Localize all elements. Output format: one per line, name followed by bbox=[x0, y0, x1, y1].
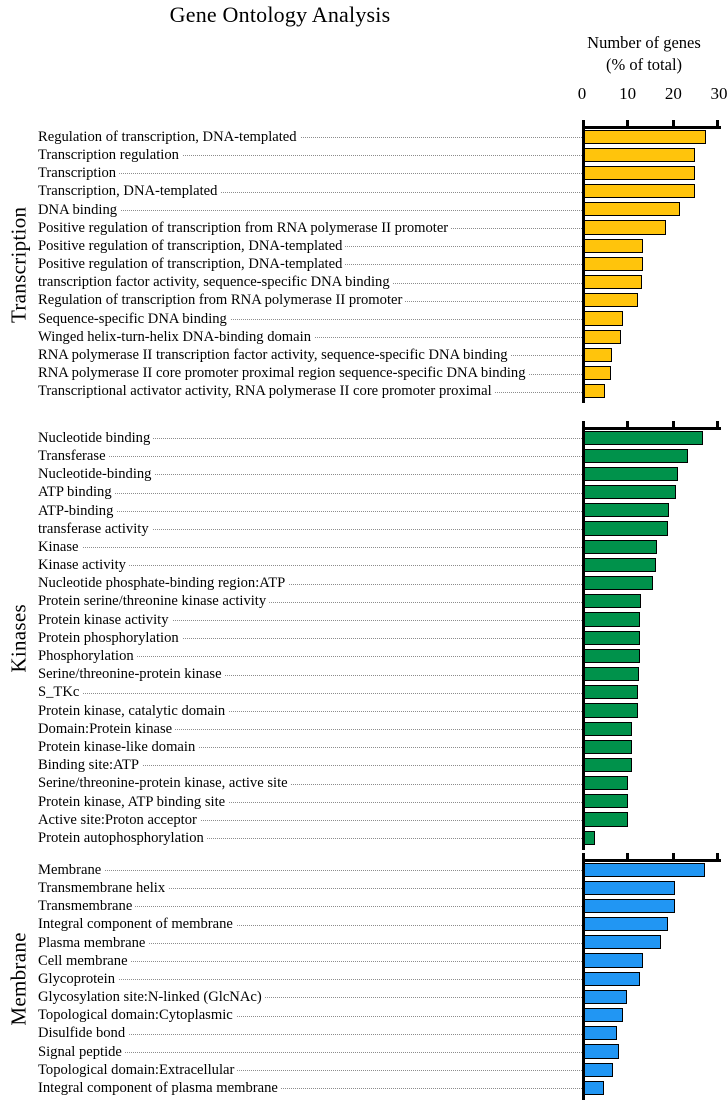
axis-header-line1: Number of genes bbox=[587, 33, 701, 52]
bar-area bbox=[582, 916, 728, 934]
bar-area bbox=[582, 538, 728, 556]
bar-row-label: Positive regulation of transcription, DNA-templated bbox=[38, 257, 345, 272]
bar-row-label: Regulation of transcription, DNA-templated bbox=[38, 130, 300, 145]
bar[interactable] bbox=[584, 330, 621, 344]
bar-row[interactable] bbox=[38, 346, 728, 364]
bar-row[interactable] bbox=[38, 447, 728, 465]
bar-area bbox=[582, 861, 728, 879]
bar-area bbox=[582, 429, 728, 447]
bar-row-label: Phosphorylation bbox=[38, 649, 137, 664]
bar[interactable] bbox=[584, 972, 640, 986]
bar-area bbox=[582, 364, 728, 382]
bar-row[interactable] bbox=[38, 1007, 728, 1025]
bar[interactable] bbox=[584, 449, 688, 463]
bar-row[interactable] bbox=[38, 502, 728, 520]
bar-area bbox=[582, 775, 728, 793]
bar-row-label: Transcription, DNA-templated bbox=[38, 184, 220, 199]
bar-row-label: Transmembrane helix bbox=[38, 881, 168, 896]
bar-row-label: Domain:Protein kinase bbox=[38, 722, 175, 737]
bar-area bbox=[582, 934, 728, 952]
bar-row[interactable] bbox=[38, 793, 728, 811]
bar-row-label: Nucleotide binding bbox=[38, 431, 153, 446]
bar[interactable] bbox=[584, 540, 657, 554]
group-label-kinases: Kinases bbox=[6, 604, 31, 673]
bar-area bbox=[582, 255, 728, 273]
bar-area bbox=[582, 593, 728, 611]
axis-tick bbox=[716, 120, 719, 127]
bar-row-label: Protein kinase, catalytic domain bbox=[38, 704, 228, 719]
group-label-membrane: Membrane bbox=[6, 932, 31, 1026]
bar-row[interactable] bbox=[38, 665, 728, 683]
axis-tick bbox=[716, 421, 719, 428]
section-kinases bbox=[0, 429, 728, 856]
bar[interactable] bbox=[584, 649, 640, 663]
bar-row[interactable] bbox=[38, 237, 728, 255]
bar[interactable] bbox=[584, 293, 638, 307]
rows-container bbox=[38, 429, 728, 847]
bar-row-label: transcription factor activity, sequence-specific DNA binding bbox=[38, 275, 393, 290]
bar-area bbox=[582, 897, 728, 915]
bar-row-label: Signal peptide bbox=[38, 1045, 125, 1060]
bar-row[interactable] bbox=[38, 538, 728, 556]
bar-area bbox=[582, 988, 728, 1006]
bar-row-label: S_TKc bbox=[38, 685, 82, 700]
bar-row-label: Glycosylation site:N-linked (GlcNAc) bbox=[38, 990, 265, 1005]
bar-area bbox=[582, 879, 728, 897]
bar[interactable] bbox=[584, 239, 643, 253]
bar-row[interactable] bbox=[38, 201, 728, 219]
bar-row-label: RNA polymerase II core promoter proximal region sequence-specific DNA binding bbox=[38, 366, 529, 381]
bar[interactable] bbox=[584, 776, 628, 790]
bar-row-label: Protein kinase activity bbox=[38, 613, 172, 628]
bar[interactable] bbox=[584, 899, 675, 913]
bar-row[interactable] bbox=[38, 128, 728, 146]
bar[interactable] bbox=[584, 1081, 604, 1095]
bar-row[interactable] bbox=[38, 952, 728, 970]
bar-row-label: Glycoprotein bbox=[38, 972, 118, 987]
bar-area bbox=[582, 575, 728, 593]
axis-tick bbox=[716, 853, 719, 860]
page-title: Gene Ontology Analysis bbox=[169, 2, 391, 27]
bar-area bbox=[582, 793, 728, 811]
bar-area bbox=[582, 1061, 728, 1079]
bar-row[interactable] bbox=[38, 611, 728, 629]
bar-row-label: Binding site:ATP bbox=[38, 758, 142, 773]
axis-left-spine bbox=[582, 427, 585, 850]
bar[interactable] bbox=[584, 366, 611, 380]
bar-row[interactable] bbox=[38, 1061, 728, 1079]
bar-row[interactable] bbox=[38, 556, 728, 574]
bar[interactable] bbox=[584, 311, 623, 325]
bar[interactable] bbox=[584, 166, 695, 180]
bar[interactable] bbox=[584, 257, 643, 271]
axis-tick bbox=[626, 853, 629, 860]
axis-tick bbox=[626, 120, 629, 127]
axis-header-line2: (% of total) bbox=[605, 54, 683, 74]
bar-row-label: Regulation of transcription from RNA polymerase II promoter bbox=[38, 293, 405, 308]
bar-row[interactable] bbox=[38, 593, 728, 611]
bar-row[interactable] bbox=[38, 328, 728, 346]
bar-row[interactable] bbox=[38, 484, 728, 502]
section-membrane bbox=[0, 861, 728, 1106]
bar-row[interactable] bbox=[38, 1025, 728, 1043]
bar-row-label: Protein serine/threonine kinase activity bbox=[38, 594, 269, 609]
bar[interactable] bbox=[584, 576, 653, 590]
bar-row[interactable] bbox=[38, 897, 728, 915]
bar-row-label: Transcription bbox=[38, 166, 119, 181]
bar-row[interactable] bbox=[38, 988, 728, 1006]
bar[interactable] bbox=[584, 953, 643, 967]
bar-row-label: Transcription regulation bbox=[38, 148, 182, 163]
bar-row[interactable] bbox=[38, 916, 728, 934]
bar-row-label: ATP binding bbox=[38, 485, 115, 500]
bar-row-label: Positive regulation of transcription, DNA-templated bbox=[38, 239, 345, 254]
rows-container bbox=[38, 861, 728, 1097]
bar-row-label: Nucleotide phosphate-binding region:ATP bbox=[38, 576, 288, 591]
bar[interactable] bbox=[584, 812, 628, 826]
bar-row-label: Membrane bbox=[38, 863, 104, 878]
bar[interactable] bbox=[584, 431, 703, 445]
bar-row-label: RNA polymerase II transcription factor activity, sequence-specific DNA binding bbox=[38, 348, 511, 363]
bar[interactable] bbox=[584, 935, 661, 949]
bar[interactable] bbox=[584, 130, 706, 144]
bar-row[interactable] bbox=[38, 861, 728, 879]
bar-area bbox=[582, 665, 728, 683]
bar[interactable] bbox=[584, 612, 640, 626]
bar-row[interactable] bbox=[38, 629, 728, 647]
bar-row-label: Integral component of membrane bbox=[38, 917, 236, 932]
axis-tick-label: 30 bbox=[710, 84, 728, 103]
bar-row[interactable] bbox=[38, 292, 728, 310]
bar-row-label: Sequence-specific DNA binding bbox=[38, 312, 230, 327]
bar-area bbox=[582, 237, 728, 255]
bar[interactable] bbox=[584, 703, 638, 717]
bar-row[interactable] bbox=[38, 383, 728, 401]
bar-row[interactable] bbox=[38, 274, 728, 292]
bar[interactable] bbox=[584, 831, 595, 845]
bar-row-label: Topological domain:Extracellular bbox=[38, 1063, 237, 1078]
bar-row[interactable] bbox=[38, 811, 728, 829]
bar-area bbox=[582, 756, 728, 774]
bar-area bbox=[582, 629, 728, 647]
bar-row[interactable] bbox=[38, 970, 728, 988]
bar-area bbox=[582, 465, 728, 483]
bar-row-label: Protein phosphorylation bbox=[38, 631, 182, 646]
bar[interactable] bbox=[584, 758, 632, 772]
bar-row[interactable] bbox=[38, 146, 728, 164]
bar[interactable] bbox=[584, 384, 605, 398]
axis-tick bbox=[672, 120, 675, 127]
bar-row-label: Winged helix-turn-helix DNA-binding domain bbox=[38, 330, 314, 345]
bar-row[interactable] bbox=[38, 879, 728, 897]
bar[interactable] bbox=[584, 667, 639, 681]
bar-row[interactable] bbox=[38, 829, 728, 847]
bar[interactable] bbox=[584, 558, 656, 572]
bar-row-label: Kinase bbox=[38, 540, 82, 555]
bar[interactable] bbox=[584, 220, 666, 234]
axis-line bbox=[582, 859, 721, 862]
bar-area bbox=[582, 811, 728, 829]
bar-row[interactable] bbox=[38, 934, 728, 952]
bar-area bbox=[582, 183, 728, 201]
bar[interactable] bbox=[584, 503, 669, 517]
axis-tick bbox=[672, 853, 675, 860]
bar-row[interactable] bbox=[38, 575, 728, 593]
bar-area bbox=[582, 502, 728, 520]
bar-area bbox=[582, 970, 728, 988]
bar-area bbox=[582, 1043, 728, 1061]
rows-container bbox=[38, 128, 728, 401]
bar-row-label: Integral component of plasma membrane bbox=[38, 1081, 281, 1096]
bar[interactable] bbox=[584, 148, 695, 162]
axis-tick bbox=[672, 421, 675, 428]
bar-area bbox=[582, 702, 728, 720]
bar-row[interactable] bbox=[38, 429, 728, 447]
bar-row[interactable] bbox=[38, 520, 728, 538]
axis-tick-labels bbox=[560, 84, 728, 106]
bar-row[interactable] bbox=[38, 164, 728, 182]
bar-area bbox=[582, 611, 728, 629]
bar-row[interactable] bbox=[38, 183, 728, 201]
bar[interactable] bbox=[584, 202, 680, 216]
bar-area bbox=[582, 720, 728, 738]
bar-row-label: transferase activity bbox=[38, 522, 152, 537]
bar[interactable] bbox=[584, 467, 678, 481]
bar-area bbox=[582, 647, 728, 665]
bar-area bbox=[582, 328, 728, 346]
axis-tick-label: 0 bbox=[577, 84, 587, 103]
axis-tick-label: 20 bbox=[664, 84, 682, 103]
bar-area bbox=[582, 292, 728, 310]
bar-area bbox=[582, 219, 728, 237]
group-label-transcription: Transcription bbox=[6, 206, 31, 323]
bar-row[interactable] bbox=[38, 255, 728, 273]
bar-row-label: Serine/threonine-protein kinase bbox=[38, 667, 225, 682]
bar-row-label: Disulfide bond bbox=[38, 1026, 128, 1041]
bar[interactable] bbox=[584, 1008, 623, 1022]
bar-row-label: Plasma membrane bbox=[38, 936, 148, 951]
bar-row-label: Protein kinase, ATP binding site bbox=[38, 795, 228, 810]
bar[interactable] bbox=[584, 594, 641, 608]
bar-row[interactable] bbox=[38, 364, 728, 382]
bar-area bbox=[582, 484, 728, 502]
axis-left-spine bbox=[582, 126, 585, 403]
bar[interactable] bbox=[584, 1044, 619, 1058]
bar-row-label: Transmembrane bbox=[38, 899, 135, 914]
bar-area bbox=[582, 1079, 728, 1097]
axis-tick bbox=[626, 421, 629, 428]
bar-area bbox=[582, 1007, 728, 1025]
bar-row-label: Active site:Proton acceptor bbox=[38, 813, 200, 828]
bar-row-label: Positive regulation of transcription from RNA polymerase II promoter bbox=[38, 221, 451, 236]
axis-left-spine bbox=[582, 859, 585, 1100]
bar-row-label: Protein kinase-like domain bbox=[38, 740, 198, 755]
bar-area bbox=[582, 684, 728, 702]
axis-header bbox=[560, 32, 728, 76]
bar[interactable] bbox=[584, 990, 627, 1004]
bar-row[interactable] bbox=[38, 720, 728, 738]
bar-area bbox=[582, 556, 728, 574]
bar-area bbox=[582, 164, 728, 182]
bar-row-label: Serine/threonine-protein kinase, active site bbox=[38, 776, 291, 791]
bar-area bbox=[582, 447, 728, 465]
bar-area bbox=[582, 310, 728, 328]
bar-area bbox=[582, 829, 728, 847]
bar[interactable] bbox=[584, 881, 675, 895]
bar-area bbox=[582, 274, 728, 292]
bar-row[interactable] bbox=[38, 1043, 728, 1061]
bar[interactable] bbox=[584, 485, 676, 499]
bar[interactable] bbox=[584, 740, 632, 754]
bar[interactable] bbox=[584, 1026, 617, 1040]
bar[interactable] bbox=[584, 348, 612, 362]
bar-row[interactable] bbox=[38, 310, 728, 328]
bar-row[interactable] bbox=[38, 647, 728, 665]
bar-row-label: Topological domain:Cytoplasmic bbox=[38, 1008, 236, 1023]
bar[interactable] bbox=[584, 863, 705, 877]
bar[interactable] bbox=[584, 722, 632, 736]
bar-row[interactable] bbox=[38, 1079, 728, 1097]
bar-row[interactable] bbox=[38, 219, 728, 237]
bar[interactable] bbox=[584, 184, 695, 198]
axis-line bbox=[582, 427, 721, 430]
section-transcription bbox=[0, 128, 728, 409]
bar-row-label: ATP-binding bbox=[38, 504, 116, 519]
bar[interactable] bbox=[584, 917, 668, 931]
bar-row-label: Protein autophosphorylation bbox=[38, 831, 207, 846]
bar-area bbox=[582, 738, 728, 756]
bar-row[interactable] bbox=[38, 702, 728, 720]
bar-row-label: DNA binding bbox=[38, 203, 120, 218]
bar[interactable] bbox=[584, 521, 668, 535]
bar-area bbox=[582, 1025, 728, 1043]
axis-tick-label: 10 bbox=[619, 84, 637, 103]
bar[interactable] bbox=[584, 631, 640, 645]
axis-line bbox=[582, 126, 721, 129]
bar-row-label: Transcriptional activator activity, RNA polymerase II core promoter proximal bbox=[38, 384, 495, 399]
bar[interactable] bbox=[584, 794, 628, 808]
bar-area bbox=[582, 128, 728, 146]
bar-area bbox=[582, 146, 728, 164]
bar-row-label: Transferase bbox=[38, 449, 109, 464]
bar-row[interactable] bbox=[38, 738, 728, 756]
bar-row[interactable] bbox=[38, 684, 728, 702]
bar[interactable] bbox=[584, 685, 638, 699]
bar-row-label: Kinase activity bbox=[38, 558, 129, 573]
bar-row-label: Cell membrane bbox=[38, 954, 131, 969]
bar-row-label: Nucleotide-binding bbox=[38, 467, 154, 482]
bar-row[interactable] bbox=[38, 465, 728, 483]
bar-area bbox=[582, 520, 728, 538]
bar-area bbox=[582, 346, 728, 364]
bar-area bbox=[582, 952, 728, 970]
bar[interactable] bbox=[584, 1063, 613, 1077]
bar-area bbox=[582, 383, 728, 401]
bar-row[interactable] bbox=[38, 775, 728, 793]
bar-row[interactable] bbox=[38, 756, 728, 774]
bar[interactable] bbox=[584, 275, 642, 289]
bar-area bbox=[582, 201, 728, 219]
